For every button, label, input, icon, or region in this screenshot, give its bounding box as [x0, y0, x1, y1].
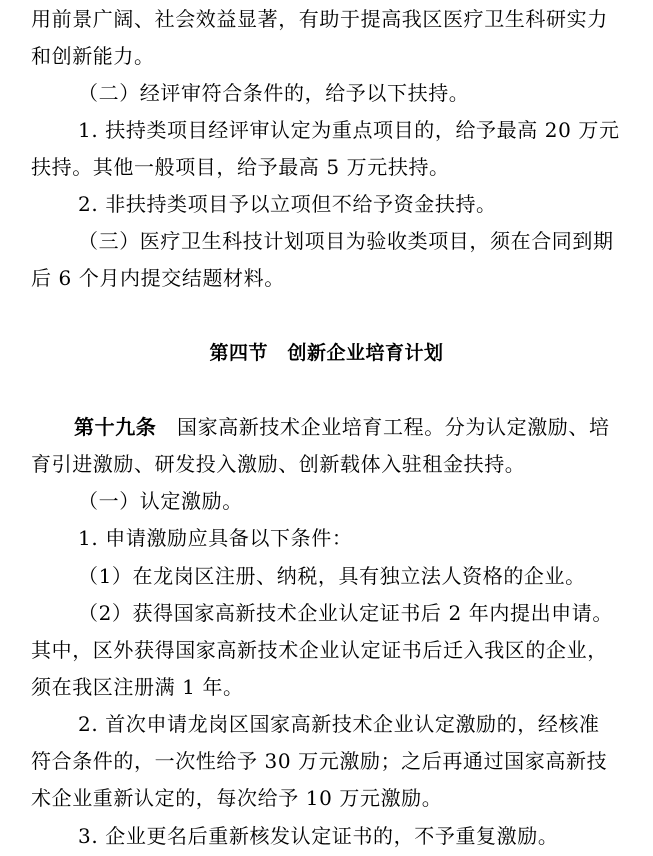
paragraph-line: （1）在龙岗区注册、纳税，具有独立法人资格的企业。 — [78, 564, 586, 588]
paragraph-line: 和创新能力。 — [31, 44, 155, 68]
paragraph-line: 扶持。其他一般项目，给予最高 5 万元扶持。 — [31, 155, 450, 179]
paragraph-line: 须在我区注册满 1 年。 — [31, 675, 244, 699]
paragraph-line: 2. 首次申请龙岗区国家高新技术企业认定激励的，经核准 — [78, 712, 600, 736]
section-heading: 第四节 创新企业培育计划 — [209, 342, 444, 364]
paragraph-line: 2. 非扶持类项目予以立项但不给予资金扶持。 — [78, 192, 497, 216]
paragraph-line: 其中，区外获得国家高新技术企业认定证书后迁入我区的企业， — [31, 638, 608, 662]
paragraph-line: 用前景广阔、社会效益显著，有助于提高我区医疗卫生科研实力 — [31, 7, 608, 31]
paragraph-line: 符合条件的，一次性给予 30 万元激励；之后再通过国家高新技 — [31, 749, 608, 773]
article-first-line — [74, 409, 653, 445]
paragraph-line: （一）认定激励。 — [78, 489, 243, 513]
paragraph-line: （2）获得国家高新技术企业认定证书后 2 年内提出申请。 — [78, 601, 613, 625]
paragraph-line: 后 6 个月内提交结题材料。 — [31, 266, 285, 290]
article-text: 国家高新技术企业培育工程。分为认定激励、培 — [156, 415, 610, 439]
paragraph-line: 1. 扶持类项目经评审认定为重点项目的，给予最高 20 万元 — [78, 118, 620, 142]
article-label: 第十九条 — [74, 415, 157, 439]
paragraph-line: （二）经评审符合条件的，给予以下扶持。 — [78, 81, 470, 105]
paragraph-line: （三）医疗卫生科技计划项目为验收类项目，须在合同到期 — [78, 229, 614, 253]
paragraph-line: 1. 申请激励应具备以下条件： — [78, 526, 353, 550]
paragraph-line: 术企业重新认定的，每次给予 10 万元激励。 — [31, 786, 443, 810]
paragraph-line: 育引进激励、研发投入激励、创新载体入驻租金扶持。 — [31, 452, 526, 476]
paragraph-line: 3. 企业更名后重新核发认定证书的，不予重复激励。 — [78, 824, 559, 848]
